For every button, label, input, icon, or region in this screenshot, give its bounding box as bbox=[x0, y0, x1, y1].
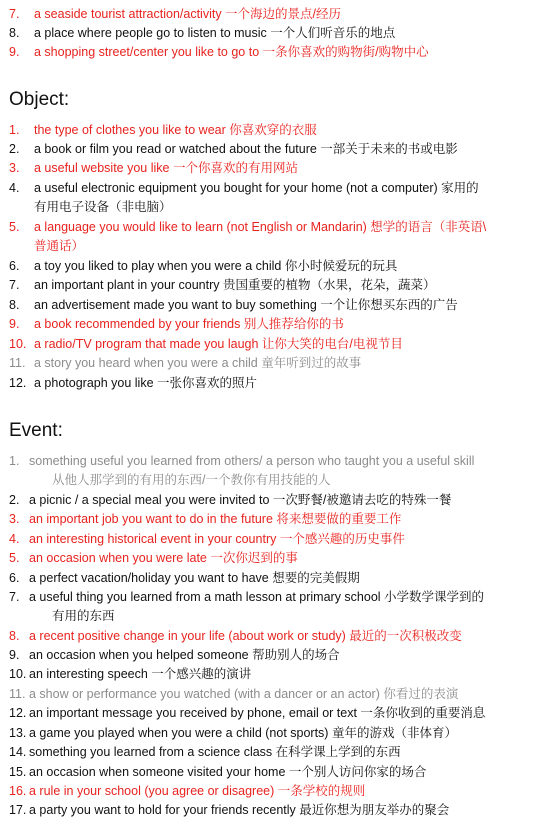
item-text: something you learned from a science class 在科学课上学到的东西 bbox=[29, 745, 401, 759]
list-item bbox=[0, 665, 530, 684]
item-continuation: 普通话） bbox=[34, 239, 85, 253]
item-number: 8. bbox=[9, 629, 20, 643]
item-text: a book or film you read or watched about the future 一部关于未来的书或电影 bbox=[34, 142, 458, 156]
item-text: a toy you liked to play when you were a child 你小时候爱玩的玩具 bbox=[34, 259, 398, 273]
item-number: 10. bbox=[9, 337, 27, 351]
item-text: a game you played when you were a child (not sports) 童年的游戏（非体育） bbox=[29, 726, 457, 740]
item-number: 5. bbox=[9, 551, 20, 565]
list-item bbox=[0, 335, 530, 354]
item-text: a useful thing you learned from a math lesson at primary school 小学数学课学到的 bbox=[29, 590, 485, 604]
list-item bbox=[0, 569, 530, 588]
item-number: 9. bbox=[9, 45, 20, 59]
item-number: 11. bbox=[9, 356, 26, 370]
item-number: 6. bbox=[9, 571, 20, 585]
list-item bbox=[0, 743, 530, 762]
item-number: 2. bbox=[9, 493, 20, 507]
item-text: a useful website you like 一个你喜欢的有用网站 bbox=[34, 161, 298, 175]
item-number: 15. bbox=[9, 765, 27, 779]
item-number: 7. bbox=[9, 590, 20, 604]
item-number: 3. bbox=[9, 161, 20, 175]
list-item bbox=[0, 140, 530, 159]
section-heading-object: Object: bbox=[9, 89, 70, 110]
list-item bbox=[0, 159, 530, 178]
item-number: 2. bbox=[9, 142, 20, 156]
item-text: a shopping street/center you like to go to 一条你喜欢的购物街/购物中心 bbox=[34, 45, 429, 59]
item-text: a perfect vacation/holiday you want to have 想要的完美假期 bbox=[29, 571, 360, 585]
list-item bbox=[0, 296, 530, 315]
item-continuation: 有用的东西 bbox=[52, 609, 115, 623]
list-item bbox=[0, 452, 530, 471]
list-item bbox=[0, 704, 530, 723]
item-number: 7. bbox=[9, 7, 20, 21]
item-text: a useful electronic equipment you bought for your home (not a computer) 家用的 bbox=[34, 181, 479, 195]
list-item bbox=[0, 374, 530, 393]
list-item bbox=[0, 24, 530, 43]
list-item bbox=[0, 627, 530, 646]
item-number: 10. bbox=[9, 667, 27, 681]
item-text: something useful you learned from others/ a person who taught you a useful skill bbox=[29, 454, 475, 468]
item-number: 16. bbox=[9, 784, 27, 798]
list-item bbox=[0, 179, 530, 198]
list-item bbox=[0, 530, 530, 549]
item-text: a seaside tourist attraction/activity 一个海边的景点/经历 bbox=[34, 7, 342, 21]
item-text: an advertisement made you want to buy something 一个让你想买东西的广告 bbox=[34, 298, 458, 312]
list-item bbox=[0, 724, 530, 743]
item-number: 12. bbox=[9, 706, 27, 720]
item-text: a rule in your school (you agree or disagree) 一条学校的规则 bbox=[29, 784, 366, 798]
item-number: 17. bbox=[9, 803, 27, 817]
item-text: a book recommended by your friends 别人推荐给你的书 bbox=[34, 317, 344, 331]
item-number: 14. bbox=[9, 745, 27, 759]
list-item bbox=[0, 43, 530, 62]
list-item bbox=[0, 646, 530, 665]
item-continuation: 有用电子设备（非电脑） bbox=[34, 200, 172, 214]
list-item bbox=[0, 782, 530, 801]
item-text: an important job you want to do in the future 将来想要做的重要工作 bbox=[29, 512, 402, 526]
item-number: 7. bbox=[9, 278, 20, 292]
item-number: 1. bbox=[9, 454, 20, 468]
item-text: an occasion when someone visited your home 一个别人访问你家的场合 bbox=[29, 765, 427, 779]
item-text: an important message you received by phone, email or text 一条你收到的重要消息 bbox=[29, 706, 486, 720]
list-item bbox=[0, 276, 530, 295]
list-item bbox=[0, 510, 530, 529]
item-number: 6. bbox=[9, 259, 20, 273]
item-number: 8. bbox=[9, 298, 20, 312]
item-number: 11. bbox=[9, 687, 26, 701]
item-text: an occasion when you were late 一次你迟到的事 bbox=[29, 551, 298, 565]
item-text: a party you want to hold for your friends recently 最近你想为朋友举办的聚会 bbox=[29, 803, 450, 817]
item-number: 1. bbox=[9, 123, 20, 137]
item-text: an occasion when you helped someone 帮助别人的场合 bbox=[29, 648, 340, 662]
list-item bbox=[0, 491, 530, 510]
list-item bbox=[0, 354, 530, 373]
item-number: 4. bbox=[9, 181, 20, 195]
item-number: 12. bbox=[9, 376, 27, 390]
list-item bbox=[0, 121, 530, 140]
item-text: an interesting historical event in your country 一个感兴趣的历史事件 bbox=[29, 532, 405, 546]
item-text: the type of clothes you like to wear 你喜欢穿的衣服 bbox=[34, 123, 317, 137]
list-item bbox=[0, 257, 530, 276]
item-text: a place where people go to listen to music 一个人们听音乐的地点 bbox=[34, 26, 396, 40]
list-item bbox=[0, 801, 530, 820]
item-text: a recent positive change in your life (about work or study) 最近的一次积极改变 bbox=[29, 629, 462, 643]
list-item bbox=[0, 218, 530, 237]
item-text: a language you would like to learn (not English or Mandarin) 想学的语言（非英语\ bbox=[34, 220, 487, 234]
list-item bbox=[0, 588, 530, 607]
item-number: 8. bbox=[9, 26, 20, 40]
item-text: a radio/TV program that made you laugh 让你大笑的电台/电视节目 bbox=[34, 337, 403, 351]
list-item bbox=[0, 763, 530, 782]
item-text: a story you heard when you were a child 童年听到过的故事 bbox=[34, 356, 362, 370]
list-item bbox=[0, 5, 530, 24]
list-item bbox=[0, 315, 530, 334]
item-text: an interesting speech 一个感兴趣的演讲 bbox=[29, 667, 252, 681]
item-number: 3. bbox=[9, 512, 20, 526]
item-number: 9. bbox=[9, 648, 20, 662]
item-text: a photograph you like 一张你喜欢的照片 bbox=[34, 376, 258, 390]
item-number: 4. bbox=[9, 532, 20, 546]
item-continuation: 从他人那学到的有用的东西/一个教你有用技能的人 bbox=[52, 473, 331, 487]
item-number: 13. bbox=[9, 726, 27, 740]
item-text: an important plant in your country 贵国重要的植物（水果，花朵，蔬菜） bbox=[34, 278, 436, 292]
list-item bbox=[0, 685, 530, 704]
section-heading-event: Event: bbox=[9, 420, 63, 441]
item-text: a show or performance you watched (with a dancer or an actor) 你看过的表演 bbox=[29, 687, 459, 701]
list-item bbox=[0, 549, 530, 568]
item-number: 5. bbox=[9, 220, 20, 234]
item-number: 9. bbox=[9, 317, 20, 331]
item-text: a picnic / a special meal you were invited to 一次野餐/被邀请去吃的特殊一餐 bbox=[29, 493, 452, 507]
